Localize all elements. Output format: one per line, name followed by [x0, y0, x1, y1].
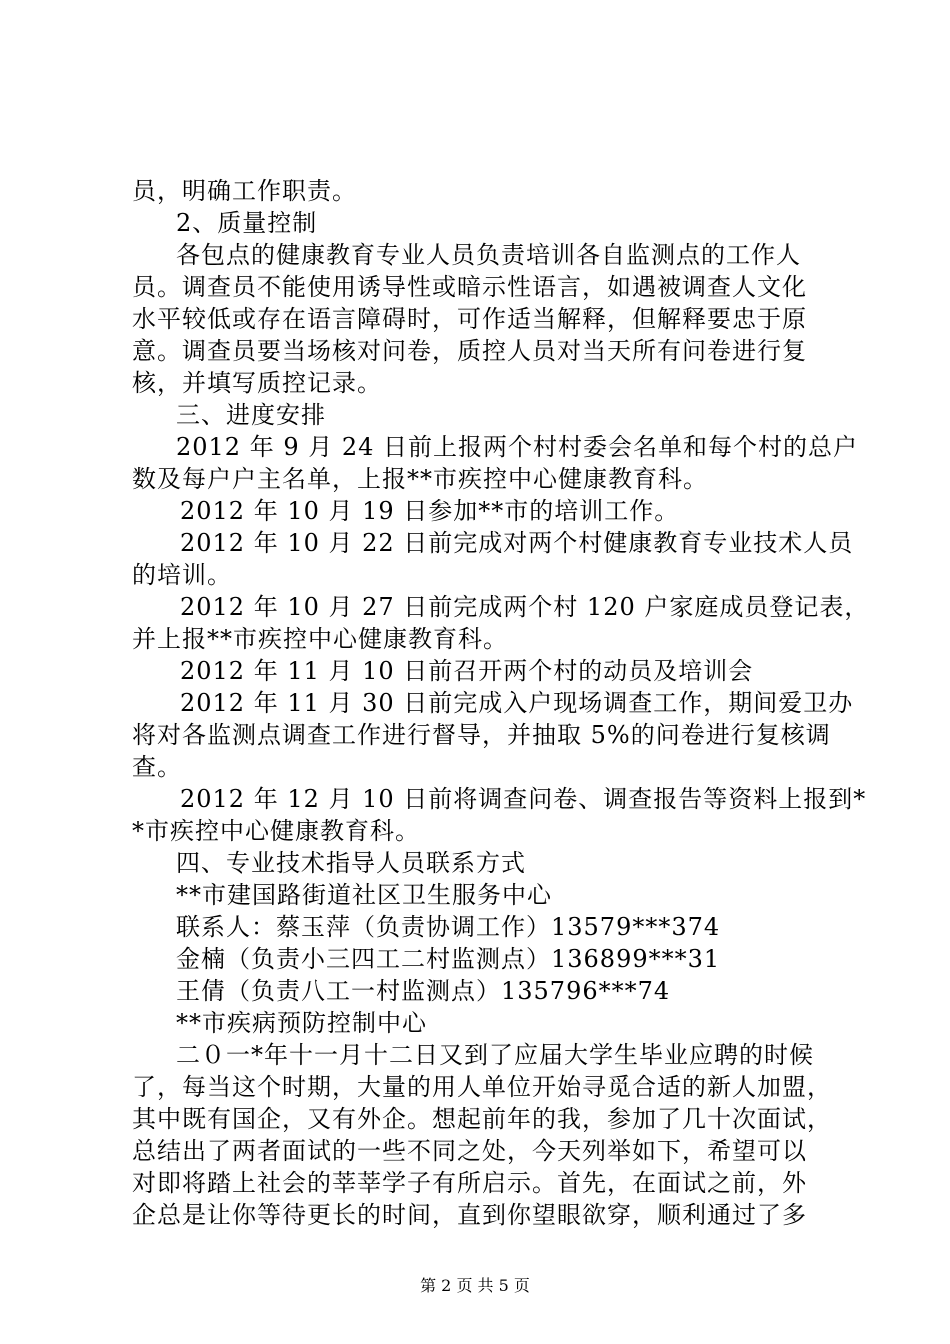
text-line: 查。: [132, 753, 182, 781]
contact-line: 王倩（负责八工一村监测点）135796***74: [176, 977, 671, 1005]
text-line: 2012 年 10 月 27 日前完成两个村 120 户家庭成员登记表，: [180, 593, 870, 621]
text-line: 意。调查员要当场核对问卷，质控人员对当天所有问卷进行复: [132, 337, 807, 365]
text-line: **市疾病预防控制中心: [176, 1009, 427, 1037]
text-line: 员，明确工作职责。: [132, 177, 357, 205]
text-line: 2012 年 12 月 10 日前将调查问卷、调查报告等资料上报到*: [180, 785, 867, 813]
text-line: 核，并填写质控记录。: [132, 369, 382, 397]
text-line: **市建国路街道社区卫生服务中心: [176, 881, 552, 909]
text-line: 2012 年 11 月 10 日前召开两个村的动员及培训会: [180, 657, 754, 685]
section-heading: 四、专业技术指导人员联系方式: [176, 849, 526, 877]
contact-line: 金楠（负责小三四工二村监测点）136899***31: [176, 945, 721, 973]
text-line: 水平较低或存在语言障碍时，可作适当解释，但解释要忠于原: [132, 305, 807, 333]
text-line: 2012 年 10 月 22 日前完成对两个村健康教育专业技术人员: [180, 529, 854, 557]
text-line: 2012 年 11 月 30 日前完成入户现场调查工作，期间爱卫办: [180, 689, 854, 717]
text-line: 各包点的健康教育专业人员负责培训各自监测点的工作人: [176, 241, 801, 269]
text-line: 2012 年 9 月 24 日前上报两个村村委会名单和每个村的总户: [176, 433, 859, 461]
text-line: 了，每当这个时期，大量的用人单位开始寻觅合适的新人加盟，: [132, 1073, 832, 1101]
section-heading: 三、进度安排: [176, 401, 326, 429]
text-line: 总结出了两者面试的一些不同之处，今天列举如下，希望可以: [132, 1137, 807, 1165]
text-line: 将对各监测点调查工作进行督导，并抽取 5%的问卷进行复核调: [132, 721, 831, 749]
text-line: 企总是让你等待更长的时间，直到你望眼欲穿，顺利通过了多: [132, 1201, 807, 1229]
contact-line: 联系人：蔡玉萍（负责协调工作）13579***374: [176, 913, 721, 941]
text-line: *市疾控中心健康教育科。: [132, 817, 420, 845]
text-line: 2012 年 10 月 19 日参加**市的培训工作。: [180, 497, 680, 525]
text-line: 二０一*年十一月十二日又到了应届大学生毕业应聘的时候: [176, 1041, 814, 1069]
text-line: 员。调查员不能使用诱导性或暗示性语言，如遇被调查人文化: [132, 273, 807, 301]
text-line: 其中既有国企，又有外企。想起前年的我，参加了几十次面试，: [132, 1105, 832, 1133]
text-line: 并上报**市疾控中心健康教育科。: [132, 625, 508, 653]
text-line: 对即将踏上社会的莘莘学子有所启示。首先，在面试之前，外: [132, 1169, 807, 1197]
page-number-footer: 第 2 页 共 5 页: [420, 1276, 530, 1295]
text-line: 的培训。: [132, 561, 232, 589]
text-line: 数及每户户主名单，上报**市疾控中心健康教育科。: [132, 465, 708, 493]
section-heading: 2、质量控制: [176, 209, 318, 237]
